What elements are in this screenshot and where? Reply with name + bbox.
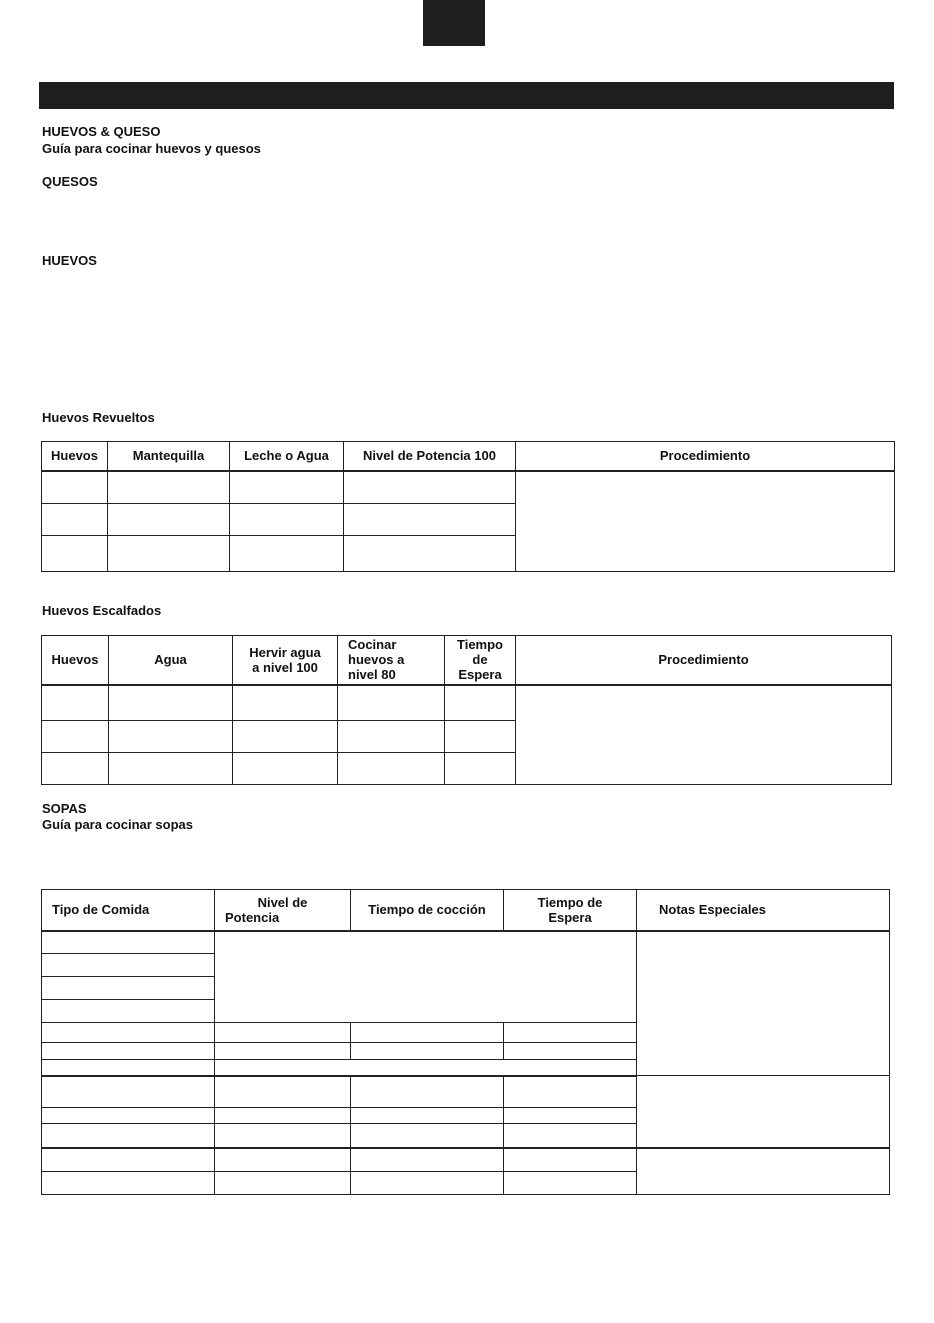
col-procedimiento: Procedimiento xyxy=(516,442,895,471)
table-cell xyxy=(230,536,344,572)
table-cell xyxy=(42,685,109,721)
table-cell xyxy=(42,721,109,753)
scrambled-eggs-table xyxy=(41,441,895,572)
procedure-cell xyxy=(516,471,895,572)
table-cell xyxy=(351,1148,504,1172)
col-cocinar-line-2: huevos a xyxy=(348,652,405,668)
table-cell xyxy=(351,1076,504,1108)
table-cell xyxy=(504,1172,637,1195)
table-cell xyxy=(109,721,233,753)
table-cell xyxy=(108,536,230,572)
notes-cell xyxy=(637,1148,890,1195)
merged-cell xyxy=(215,1060,637,1076)
table-cell xyxy=(42,753,109,785)
table-cell xyxy=(215,1124,351,1148)
table-cell xyxy=(233,685,338,721)
table-cell xyxy=(445,721,516,753)
table-cell xyxy=(42,1076,215,1108)
section-subtitle: Guía para cocinar huevos y quesos xyxy=(42,141,261,156)
col-huevos: Huevos xyxy=(42,442,108,471)
col-agua: Agua xyxy=(109,636,233,685)
col-tiempo-line-3: Espera xyxy=(458,667,502,683)
col-procedimiento: Procedimiento xyxy=(516,636,892,685)
cheese-heading: QUESOS xyxy=(42,174,98,189)
table-cell xyxy=(504,1124,637,1148)
table-row xyxy=(42,1076,890,1108)
table-cell xyxy=(351,1124,504,1148)
col-nivel-potencia xyxy=(215,890,351,931)
table-cell xyxy=(215,1076,351,1108)
table-cell xyxy=(215,1108,351,1124)
col-tipo-comida: Tipo de Comida xyxy=(42,890,215,931)
eggs-heading: HUEVOS xyxy=(42,253,97,268)
table-cell xyxy=(504,1148,637,1172)
table-cell xyxy=(42,1172,215,1195)
col-espera-line-1: Tiempo de xyxy=(537,894,603,910)
merged-cell xyxy=(215,931,637,1023)
table-header-row xyxy=(42,890,890,931)
table-cell xyxy=(445,685,516,721)
table-cell xyxy=(215,1043,351,1060)
table-cell xyxy=(42,536,108,572)
soups-table xyxy=(41,889,890,1195)
table-cell xyxy=(42,954,215,977)
table-cell xyxy=(351,1108,504,1124)
col-cocinar-line-3: nivel 80 xyxy=(348,667,396,683)
col-leche-agua: Leche o Agua xyxy=(230,442,344,471)
table-cell xyxy=(344,471,516,504)
table-cell xyxy=(215,1148,351,1172)
table-cell xyxy=(233,721,338,753)
table-cell xyxy=(42,1108,215,1124)
table-cell xyxy=(504,1076,637,1108)
table-row xyxy=(42,471,895,504)
table-cell xyxy=(42,1000,215,1023)
poached-eggs-table xyxy=(41,635,892,785)
table-cell xyxy=(42,931,215,954)
col-tiempo-coccion: Tiempo de cocción xyxy=(351,890,504,931)
notes-cell xyxy=(637,1076,890,1148)
scrambled-eggs-title: Huevos Revueltos xyxy=(42,410,155,425)
col-mantequilla: Mantequilla xyxy=(108,442,230,471)
table-cell xyxy=(351,1043,504,1060)
section-header-bar xyxy=(39,82,894,109)
table-cell xyxy=(42,1060,215,1076)
col-hervir-line-2: a nivel 100 xyxy=(252,659,318,675)
table-row xyxy=(42,931,890,954)
poached-eggs-title: Huevos Escalfados xyxy=(42,603,162,618)
col-huevos: Huevos xyxy=(42,636,109,685)
table-cell xyxy=(504,1023,637,1043)
col-cocinar-huevos xyxy=(338,636,445,685)
table-cell xyxy=(233,753,338,785)
table-cell xyxy=(445,753,516,785)
table-cell xyxy=(42,977,215,1000)
page-tab-marker xyxy=(423,0,485,46)
notes-cell xyxy=(637,931,890,1076)
table-cell xyxy=(42,471,108,504)
col-tiempo-espera xyxy=(445,636,516,685)
table-cell xyxy=(344,504,516,536)
col-tiempo-line-1: Tiempo xyxy=(457,637,503,653)
table-cell xyxy=(344,536,516,572)
col-nivel-potencia: Nivel de Potencia 100 xyxy=(344,442,516,471)
col-notas-especiales: Notas Especiales xyxy=(637,890,890,931)
col-tiempo-line-2: de xyxy=(472,652,488,668)
table-cell xyxy=(338,685,445,721)
table-row xyxy=(42,685,892,721)
table-cell xyxy=(42,1043,215,1060)
table-cell xyxy=(504,1108,637,1124)
table-cell xyxy=(338,753,445,785)
col-espera-line-2: Espera xyxy=(548,909,592,925)
table-cell xyxy=(109,753,233,785)
table-cell xyxy=(108,504,230,536)
table-cell xyxy=(42,1124,215,1148)
table-cell xyxy=(215,1172,351,1195)
table-cell xyxy=(338,721,445,753)
col-tiempo-espera xyxy=(504,890,637,931)
table-row xyxy=(42,1148,890,1172)
table-cell xyxy=(42,1148,215,1172)
section-title: HUEVOS & QUESO xyxy=(42,124,161,139)
table-cell xyxy=(108,471,230,504)
procedure-cell xyxy=(516,685,892,785)
table-cell xyxy=(351,1172,504,1195)
soups-heading: SOPAS xyxy=(42,801,87,816)
table-cell xyxy=(351,1023,504,1043)
col-nivel-line-2: Potencia xyxy=(225,909,280,925)
table-cell xyxy=(42,504,108,536)
table-cell xyxy=(42,1023,215,1043)
soups-subtitle: Guía para cocinar sopas xyxy=(42,817,194,832)
table-cell xyxy=(109,685,233,721)
col-nivel-line-1: Nivel de xyxy=(257,894,308,910)
col-hervir-line-1: Hervir agua xyxy=(249,644,321,660)
table-cell xyxy=(230,504,344,536)
col-cocinar-line-1: Cocinar xyxy=(348,637,397,653)
table-cell xyxy=(215,1023,351,1043)
col-hervir-agua xyxy=(233,636,338,685)
table-header-row xyxy=(42,442,895,471)
table-header-row xyxy=(42,636,892,685)
table-cell xyxy=(504,1043,637,1060)
table-cell xyxy=(230,471,344,504)
